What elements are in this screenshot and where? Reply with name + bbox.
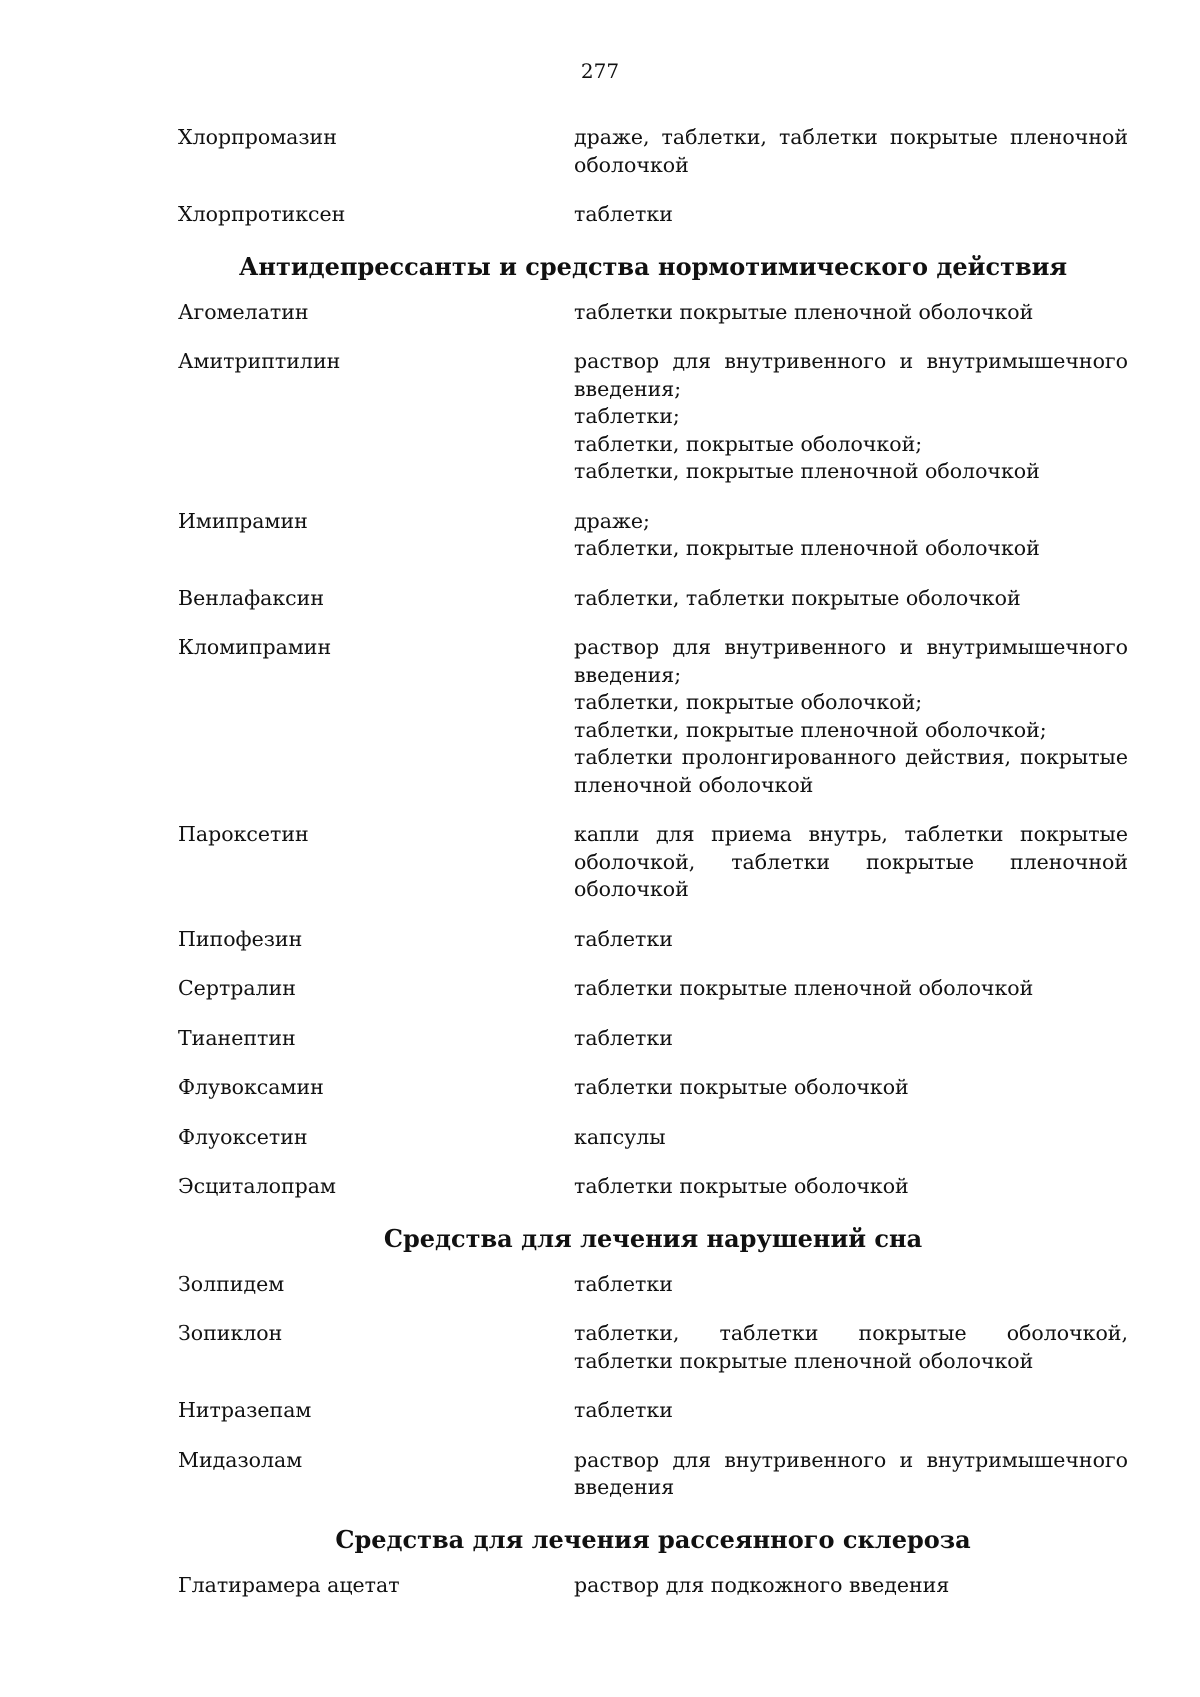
dosage-forms [574, 926, 1128, 954]
dosage-form-line: таблетки, покрытые оболочкой; [574, 690, 923, 714]
dosage-form-line: раствор для подкожного введения [574, 1572, 950, 1597]
drug-row [178, 1320, 1128, 1375]
drug-name: Хлорпромазин [178, 125, 337, 149]
section-heading: Средства для лечения нарушений сна [383, 1223, 923, 1253]
dosage-form-line: таблетки, покрытые пленочной оболочкой [574, 459, 1040, 483]
drug-row [178, 201, 1128, 229]
drug-name: Глатирамера ацетат [178, 1572, 400, 1597]
section-heading: Антидепрессанты и средства нормотимического действия [238, 251, 1068, 281]
drug-name: Имипрамин [178, 508, 308, 533]
drug-row [178, 975, 1128, 1003]
drug-name: Нитразепам [178, 1398, 312, 1422]
drug-name: Флуоксетин [178, 1124, 308, 1149]
dosage-forms [574, 634, 1128, 799]
drug-name: Венлафаксин [178, 585, 324, 610]
section-heading: Средства для лечения рассеянного склероза [335, 1524, 971, 1554]
dosage-forms [574, 348, 1128, 486]
drug-row [178, 124, 1128, 179]
drug-row [178, 1124, 1128, 1152]
dosage-forms [574, 1572, 1128, 1600]
dosage-form-line: раствор для внутривенного и внутримышечного введения; [574, 349, 1128, 401]
drug-row [178, 1397, 1128, 1425]
dosage-forms [574, 1320, 1128, 1375]
drug-name: Тианептин [178, 1025, 296, 1050]
dosage-forms [574, 1397, 1128, 1425]
dosage-form-line: таблетки покрытые оболочкой [574, 1174, 909, 1198]
drug-name: Агомелатин [178, 299, 309, 324]
dosage-forms [574, 585, 1128, 613]
drug-row [178, 1447, 1128, 1502]
drug-row [178, 821, 1128, 904]
drug-name: Пипофезин [178, 926, 303, 951]
dosage-form-line: таблетки, покрытые пленочной оболочкой; [574, 717, 1047, 742]
dosage-form-line: таблетки покрытые пленочной оболочкой [574, 299, 1034, 324]
dosage-forms [574, 1271, 1128, 1299]
dosage-forms [574, 124, 1128, 179]
dosage-form-line: таблетки [574, 1398, 673, 1422]
drug-row [178, 1074, 1128, 1102]
drug-name: Эсциталопрам [178, 1174, 336, 1198]
dosage-forms [574, 1074, 1128, 1102]
dosage-form-line: таблетки; [574, 404, 680, 428]
drug-name: Хлорпротиксен [178, 202, 346, 226]
dosage-forms [574, 1173, 1128, 1201]
drug-row [178, 1572, 1128, 1600]
dosage-form-line: таблетки [574, 202, 673, 226]
dosage-forms [574, 821, 1128, 904]
dosage-form-line: таблетки, таблетки покрытые оболочкой [574, 585, 1021, 610]
dosage-form-line: капли для приема внутрь, таблетки покрытые оболочкой, таблетки покрытые пленочной оболочкой [574, 822, 1128, 901]
dosage-form-line: таблетки пролонгированного действия, покрытые пленочной оболочкой [574, 745, 1128, 797]
dosage-form-line: таблетки, таблетки покрытые оболочкой, таблетки покрытые пленочной оболочкой [574, 1321, 1128, 1373]
drug-row [178, 585, 1128, 613]
drug-name: Зопиклон [178, 1321, 283, 1345]
dosage-form-line: капсулы [574, 1124, 666, 1149]
drug-row [178, 299, 1128, 327]
drug-list [178, 124, 1128, 1621]
dosage-form-line: таблетки покрытые пленочной оболочкой [574, 976, 1034, 1000]
dosage-forms [574, 975, 1128, 1003]
drug-name: Пароксетин [178, 822, 309, 846]
drug-row [178, 926, 1128, 954]
drug-name: Флувоксамин [178, 1075, 324, 1099]
drug-name: Мидазолам [178, 1447, 303, 1472]
dosage-forms [574, 299, 1128, 327]
drug-name: Кломипрамин [178, 635, 332, 659]
dosage-form-line: таблетки [574, 1271, 673, 1296]
dosage-form-line: таблетки [574, 1025, 673, 1050]
drug-name: Сертралин [178, 976, 296, 1000]
drug-row [178, 508, 1128, 563]
drug-row [178, 634, 1128, 799]
drug-row [178, 1271, 1128, 1299]
dosage-form-line: драже; [574, 508, 650, 533]
drug-row [178, 1025, 1128, 1053]
dosage-form-line: раствор для внутривенного и внутримышечного введения; [574, 635, 1128, 687]
dosage-forms [574, 1025, 1128, 1053]
dosage-form-line: таблетки [574, 926, 673, 951]
dosage-form-line: драже, таблетки, таблетки покрытые пленочной оболочкой [574, 125, 1128, 177]
drug-name: Амитриптилин [178, 349, 341, 373]
dosage-form-line: раствор для внутривенного и внутримышечного введения [574, 1447, 1128, 1499]
drug-row [178, 348, 1128, 486]
dosage-form-line: таблетки, покрытые оболочкой; [574, 431, 923, 456]
dosage-form-line: таблетки, покрытые пленочной оболочкой [574, 536, 1040, 560]
page-number: 277 [580, 59, 620, 83]
dosage-forms [574, 1124, 1128, 1152]
drug-name: Золпидем [178, 1271, 285, 1296]
dosage-forms [574, 201, 1128, 229]
dosage-forms [574, 1447, 1128, 1502]
dosage-forms [574, 508, 1128, 563]
dosage-form-line: таблетки покрытые оболочкой [574, 1075, 909, 1099]
drug-row [178, 1173, 1128, 1201]
